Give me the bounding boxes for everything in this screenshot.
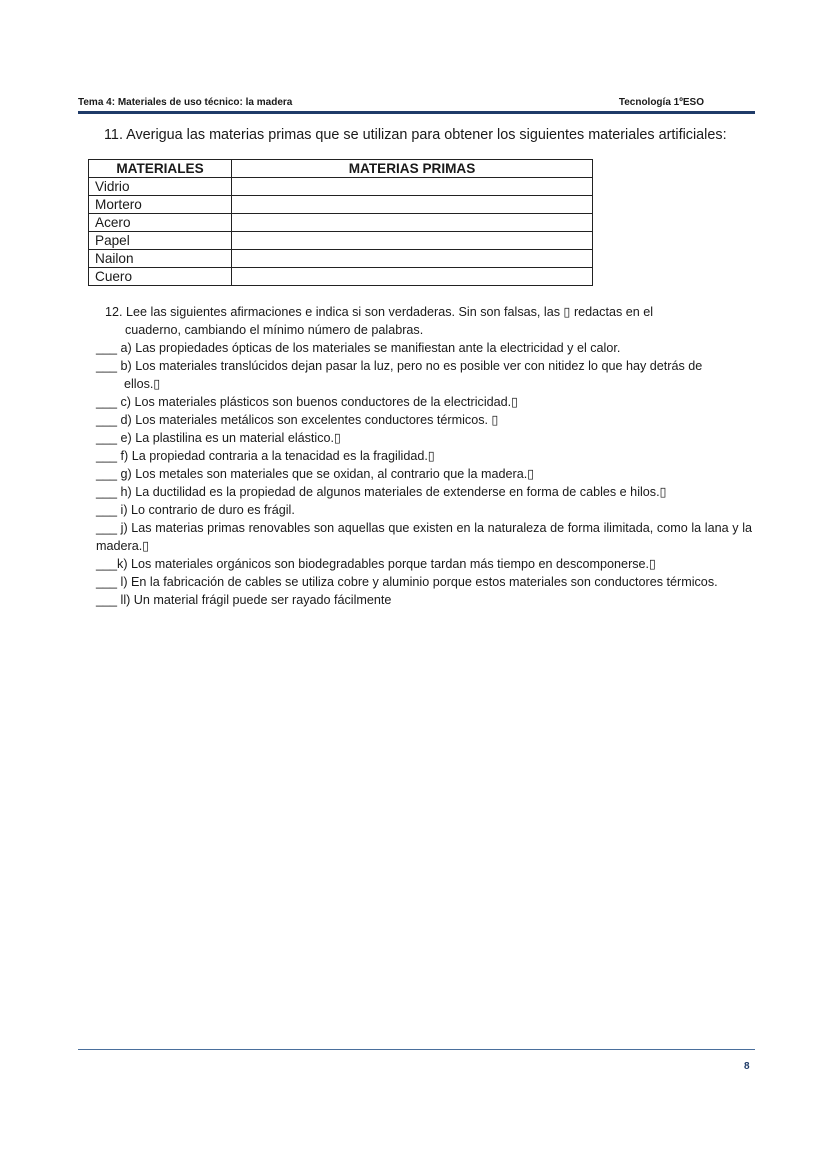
statement-text: k) Los materiales orgánicos son biodegradables porque tardan más tiempo en descomponerse.▯ — [117, 557, 656, 571]
footer-divider — [78, 1049, 755, 1050]
answer-blank[interactable]: ___ — [96, 593, 118, 607]
header-subject: Tecnología 1ºESO — [618, 97, 704, 108]
statement-text: a) Las propiedades ópticas de los materiales se manifiestan ante la electricidad y el calor. — [117, 341, 621, 355]
statement-i — [96, 501, 752, 519]
statement-f — [96, 447, 752, 465]
statement-k — [96, 555, 752, 573]
raw-material-answer-cell[interactable] — [232, 196, 593, 214]
statement-h — [96, 483, 752, 501]
question-12 — [96, 303, 752, 609]
statement-b-continuation: ellos.▯ — [124, 377, 161, 391]
statement-text: e) La plastilina es un material elástico.▯ — [117, 431, 341, 445]
answer-blank[interactable]: ___ — [96, 467, 118, 481]
statement-text: ll) Un material frágil puede ser rayado fácilmente — [117, 593, 392, 607]
answer-blank[interactable]: ___ — [96, 431, 118, 445]
answer-blank[interactable]: ___ — [96, 449, 118, 463]
statement-text: d) Los materiales metálicos son excelentes conductores térmicos. ▯ — [117, 413, 499, 427]
table-row — [89, 178, 593, 196]
table-row — [89, 232, 593, 250]
statement-text: c) Los materiales plásticos son buenos conductores de la electricidad.▯ — [117, 395, 519, 409]
answer-blank[interactable]: ___ — [96, 341, 118, 355]
statement-text: j) Las materias primas renovables son aquellas que existen en la naturaleza de forma ilimitada, como la lana y la madera.▯ — [96, 521, 752, 553]
answer-blank[interactable]: ___ — [96, 485, 118, 499]
table-row — [89, 250, 593, 268]
answer-blank[interactable]: ___ — [96, 521, 118, 535]
page-number: 8 — [744, 1061, 750, 1072]
answer-blank[interactable]: ___ — [96, 557, 118, 571]
statement-text: b) Los materiales translúcidos dejan pasar la luz, pero no es posible ver con nitidez lo que hay detrás de — [117, 359, 703, 373]
answer-blank[interactable]: ___ — [96, 395, 118, 409]
header-divider — [78, 111, 755, 114]
raw-material-answer-cell[interactable] — [232, 214, 593, 232]
material-cell: Papel — [89, 232, 232, 250]
statement-d — [96, 411, 752, 429]
answer-blank[interactable]: ___ — [96, 413, 118, 427]
table-row — [89, 196, 593, 214]
raw-material-answer-cell[interactable] — [232, 232, 593, 250]
answer-blank[interactable]: ___ — [96, 503, 118, 517]
statement-c — [96, 393, 752, 411]
answer-blank[interactable]: ___ — [96, 359, 118, 373]
raw-material-answer-cell[interactable] — [232, 268, 593, 286]
material-cell: Nailon — [89, 250, 232, 268]
material-cell: Acero — [89, 214, 232, 232]
column-header-materias-primas: MATERIAS PRIMAS — [232, 160, 593, 178]
table-header-row — [89, 160, 593, 178]
statement-ll — [96, 591, 752, 609]
question-12-intro: 12. Lee las siguientes afirmaciones e indica si son verdaderas. Sin son falsas, las ▯ redactas en el — [105, 305, 654, 319]
statement-l — [96, 573, 752, 591]
table-row — [89, 268, 593, 286]
header-topic: Tema 4: Materiales de uso técnico: la madera — [78, 97, 293, 108]
statement-g — [96, 465, 752, 483]
material-cell: Mortero — [89, 196, 232, 214]
statement-j — [96, 519, 752, 555]
answer-blank[interactable]: ___ — [96, 575, 118, 589]
statement-text: l) En la fabricación de cables se utiliza cobre y aluminio porque estos materiales son conductores térmicos. — [117, 575, 718, 589]
statement-e — [96, 429, 752, 447]
material-cell: Cuero — [89, 268, 232, 286]
question-11-text: 11. Averigua las materias primas que se utilizan para obtener los siguientes materiales artificiales: — [104, 127, 727, 143]
statement-text: f) La propiedad contraria a la tenacidad es la fragilidad.▯ — [117, 449, 435, 463]
page-header — [78, 97, 754, 108]
raw-material-answer-cell[interactable] — [232, 178, 593, 196]
statement-text: h) La ductilidad es la propiedad de algunos materiales de extenderse en forma de cables e hilos.▯ — [117, 485, 667, 499]
statement-text: g) Los metales son materiales que se oxidan, al contrario que la madera.▯ — [117, 467, 535, 481]
column-header-materiales: MATERIALES — [89, 160, 232, 178]
table-row — [89, 214, 593, 232]
materials-table — [88, 159, 593, 286]
raw-material-answer-cell[interactable] — [232, 250, 593, 268]
material-cell: Vidrio — [89, 178, 232, 196]
question-12-intro-continuation: cuaderno, cambiando el mínimo número de palabras. — [125, 323, 424, 337]
statement-text: i) Lo contrario de duro es frágil. — [117, 503, 295, 517]
statement-b — [96, 357, 752, 375]
statement-a — [96, 339, 752, 357]
